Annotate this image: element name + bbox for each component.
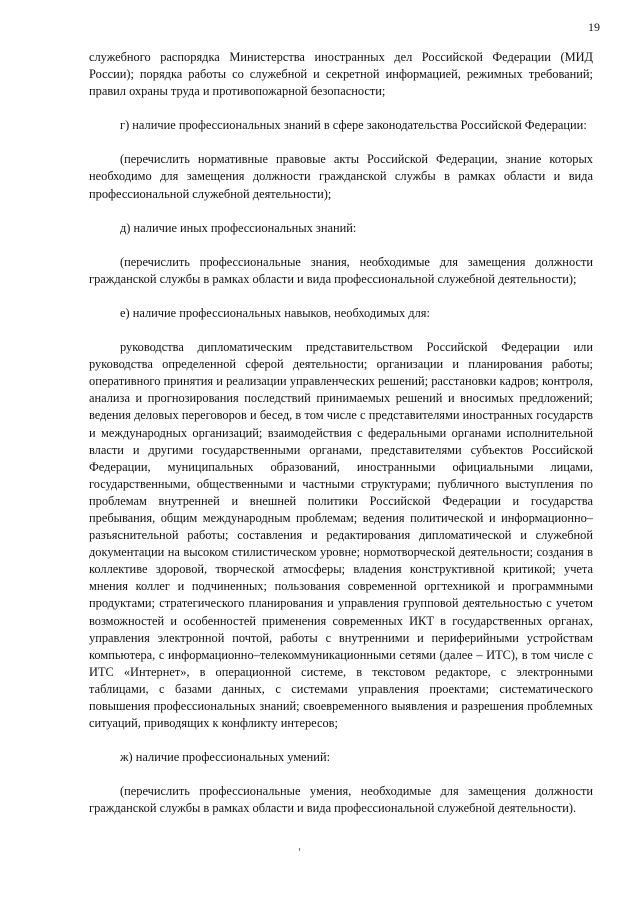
document-body (89, 49, 593, 817)
paragraph-gap (89, 203, 593, 220)
paragraph-item-d: д) наличие иных профессиональных знаний: (120, 220, 357, 235)
page-number: 19 (588, 20, 600, 34)
scan-mark (299, 848, 300, 851)
paragraph-note-knowledge: (перечислить профессиональные знания, необходимые для замещения должности гражданской службы в рамках области и вида профессиональной служебной деятельности); (89, 254, 593, 286)
paragraph-gap (89, 237, 593, 254)
paragraph-item-zh: ж) наличие профессиональных умений: (120, 750, 331, 765)
paragraph-item-e: е) наличие профессиональных навыков, необходимых для: (120, 305, 430, 320)
paragraph-gap (89, 732, 593, 749)
paragraph-gap (89, 766, 593, 783)
paragraph-gap (89, 134, 593, 151)
paragraph-skills-list: руководства дипломатическим представительством Российской Федерации или руководства определенной сферой деятельности; организации и планирования работы; оперативного принятия и реализации управленческих решений; расстановки кадров; контроля, анализа и прогнозирования последствий принимаемых решений и вносимых предложений; ведения деловых переговоров и бесед, в том числе с представителями иностранных государств и международных организаций; взаимодействия с федеральными органами исполнительной власти и другими государственными органами, представителями субъектов Российской Федерации, муниципальных образований, иностранными официальными лицами, государственными, общественными и частными структурами; публичного выступления по проблемам внутренней и внешней политики Российской Федерации и государства пребывания, общим международным проблемам; ведения политической и информационно–разъяснительной работы; составления и редактирования дипломатической и служебной документации на высоком стилистическом уровне; нормотворческой деятельности; создания в коллективе здоровой, творческой атмосферы; владения конструктивной критикой; учета мнения коллег и подчиненных; пользования современной оргтехникой и программными продуктами; стратегического планирования и управления групповой деятельностью с учетом возможностей и особенностей применения современных ИКТ в государственных органах, управления электронной почтой, работы с внутренними и периферийными устройствам компьютера, с информационно–телекоммуникационными сетями (далее – ИТС), в том числе с ИТС «Интернет», в операционной системе, в текстовом редакторе, с электронными таблицами, с базами данных, с системами управления проектами; систематического повышения профессиональных знаний; своевременного выявления и разрешения проблемных ситуаций, приводящих к конфликту интересов; (89, 340, 593, 731)
paragraph-gap (89, 100, 593, 117)
paragraph-note-abilities: (перечислить профессиональные умения, необходимые для замещения должности гражданской службы в рамках области и вида профессиональной служебной деятельности). (89, 784, 593, 816)
paragraph-gap (89, 322, 593, 339)
paragraph-gap (89, 288, 593, 305)
paragraph-item-g: г) наличие профессиональных знаний в сфере законодательства Российской Федерации: (120, 118, 587, 133)
paragraph-continuation: служебного распорядка Министерства иностранных дел Российской Федерации (МИД России); порядка работы со служебной и секретной информацией, режимных требований; правил охраны труда и противопожарной безопасности; (89, 50, 593, 99)
paragraph-note-legal-acts: (перечислить нормативные правовые акты Российской Федерации, знание которых необходимо для замещения должности гражданской службы в рамках области и вида профессиональной служебной деятельности); (89, 152, 593, 201)
